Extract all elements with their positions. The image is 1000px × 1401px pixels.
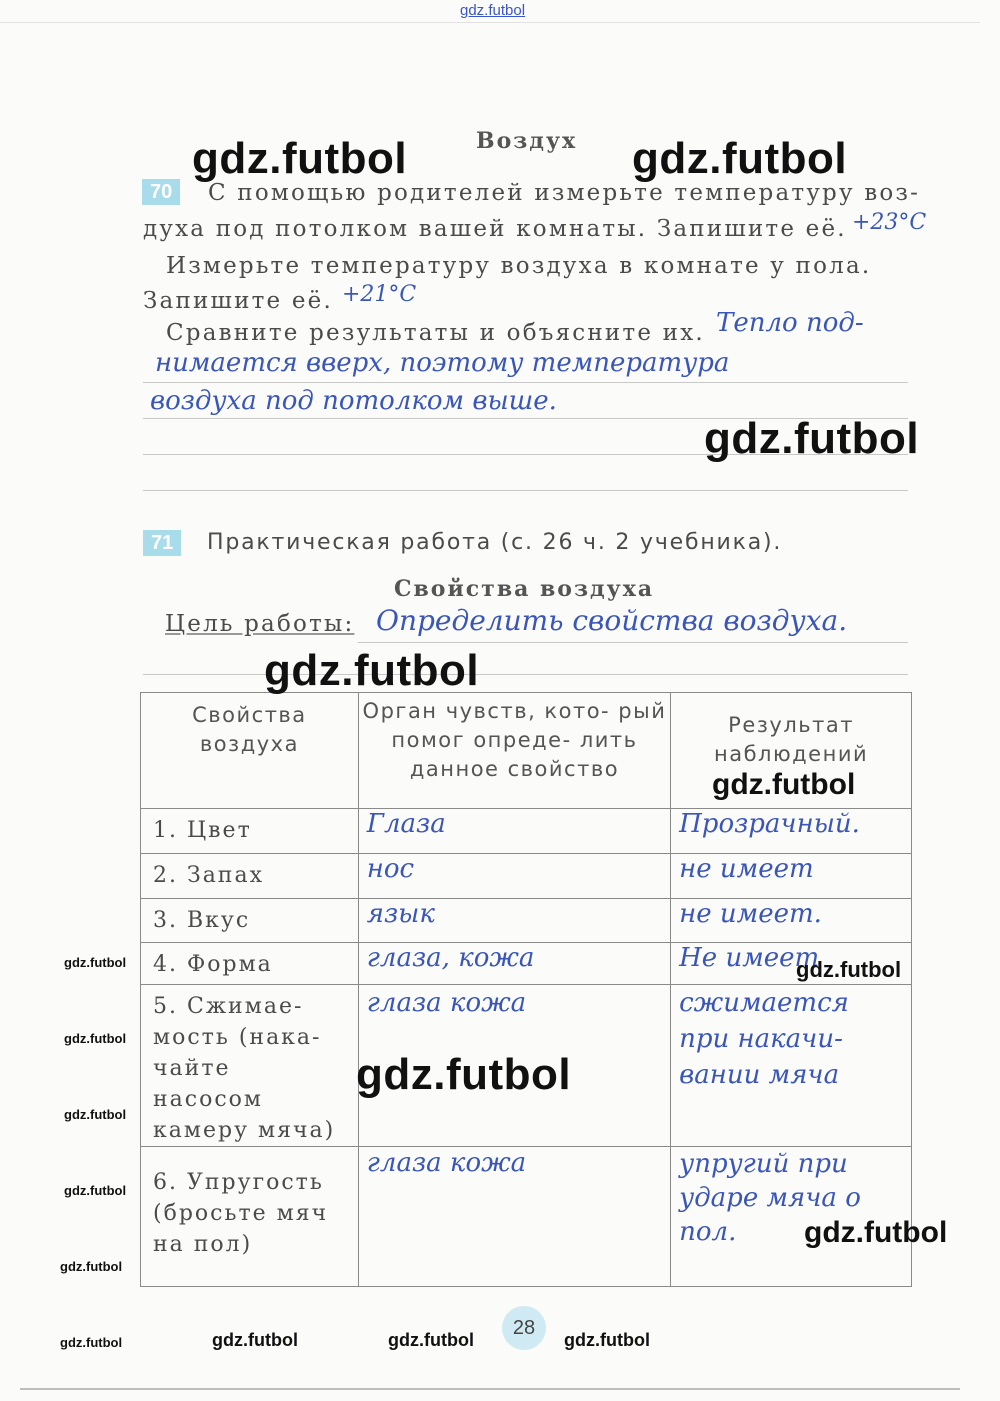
task-text-line: Запишите её. <box>143 288 333 314</box>
property-cell: 4. Форма <box>141 943 359 985</box>
column-header: Результат наблюдений <box>671 693 912 809</box>
page-edge-bottom <box>20 1388 960 1390</box>
organ-cell: нос <box>358 854 670 899</box>
table-row <box>141 854 912 899</box>
watermark-top[interactable]: gdz.futbol <box>460 2 526 19</box>
task-text-line: Сравните результаты и объясните их. <box>166 320 705 346</box>
page-title: Воздух <box>476 128 578 154</box>
task-text-line: Измерьте температуру воздуха в комнате у пола. <box>166 253 872 279</box>
handwritten-answer: воздуха под потолком выше. <box>150 386 557 416</box>
organ-cell: глаза кожа <box>358 1147 670 1287</box>
watermark: gdz.futbol <box>64 1183 127 1198</box>
property-cell: 2. Запах <box>141 854 359 899</box>
watermark: gdz.futbol <box>356 1050 572 1099</box>
watermark: gdz.futbol <box>264 646 480 695</box>
watermark: gdz.futbol <box>704 414 920 463</box>
column-header: Свойства воздуха <box>141 693 359 809</box>
task-text-line: духа под потолком вашей комнаты. Запишите её. <box>143 216 847 242</box>
result-cell: не имеет. <box>671 899 912 943</box>
organ-cell: глаза, кожа <box>358 943 670 985</box>
organ-cell: Глаза <box>358 809 670 854</box>
organ-cell: язык <box>358 899 670 943</box>
writing-line <box>358 642 908 643</box>
result-cell: не имеет <box>671 854 912 899</box>
property-cell: 5. Сжимае- мость (нака- чайте насосом камеру мяча) <box>141 985 359 1147</box>
watermark: gdz.futbol <box>64 1031 127 1046</box>
task-text-line: С помощью родителей измерьте температуру воз- <box>208 180 921 206</box>
page-edge-top <box>0 22 980 23</box>
table-row <box>141 1147 912 1287</box>
writing-line <box>143 674 908 675</box>
property-cell: 1. Цвет <box>141 809 359 854</box>
result-cell: сжимается при накачи- вании мяча <box>671 985 912 1147</box>
organ-cell: глаза кожа <box>358 985 670 1147</box>
watermark: gdz.futbol <box>796 957 902 982</box>
result-cell: Прозрачный. <box>671 809 912 854</box>
handwritten-answer: Определить свойства воздуха. <box>376 604 848 637</box>
column-header: Орган чувств, кото- рый помог опреде- лить данное свойство <box>358 693 670 809</box>
handwritten-answer: +23°С <box>852 210 927 235</box>
goal-label: Цель работы: <box>165 611 355 637</box>
section-subtitle: Свойства воздуха <box>394 576 655 602</box>
result-cell: Не имеет <box>671 943 912 985</box>
handwritten-answer: нимается вверх, поэтому температура <box>155 348 730 378</box>
property-cell: 3. Вкус <box>141 899 359 943</box>
watermark: gdz.futbol <box>388 1330 474 1350</box>
property-cell: 6. Упругость (бросьте мяч на пол) <box>141 1147 359 1287</box>
table-row <box>141 899 912 943</box>
task-number-badge: 71 <box>143 530 181 556</box>
page-number: 28 <box>502 1306 546 1350</box>
watermark: gdz.futbol <box>64 1107 127 1122</box>
watermark: gdz.futbol <box>60 1259 123 1274</box>
writing-line <box>143 490 908 491</box>
watermark: gdz.futbol <box>192 134 408 183</box>
writing-line <box>143 382 908 383</box>
handwritten-answer: Тепло под- <box>716 308 864 338</box>
handwritten-answer: +21°С <box>342 282 417 307</box>
watermark: gdz.futbol <box>564 1330 650 1350</box>
watermark: gdz.futbol <box>632 134 848 183</box>
watermark: gdz.futbol <box>712 768 856 801</box>
result-cell: упругий при ударе мяча о пол. <box>671 1147 912 1287</box>
watermark: gdz.futbol <box>60 1335 123 1350</box>
task-number-badge: 70 <box>142 179 180 205</box>
watermark: gdz.futbol <box>64 955 127 970</box>
task-text-line: Практическая работа (с. 26 ч. 2 учебника). <box>207 530 783 555</box>
watermark: gdz.futbol <box>212 1330 298 1350</box>
watermark: gdz.futbol <box>804 1216 948 1249</box>
table-row <box>141 809 912 854</box>
